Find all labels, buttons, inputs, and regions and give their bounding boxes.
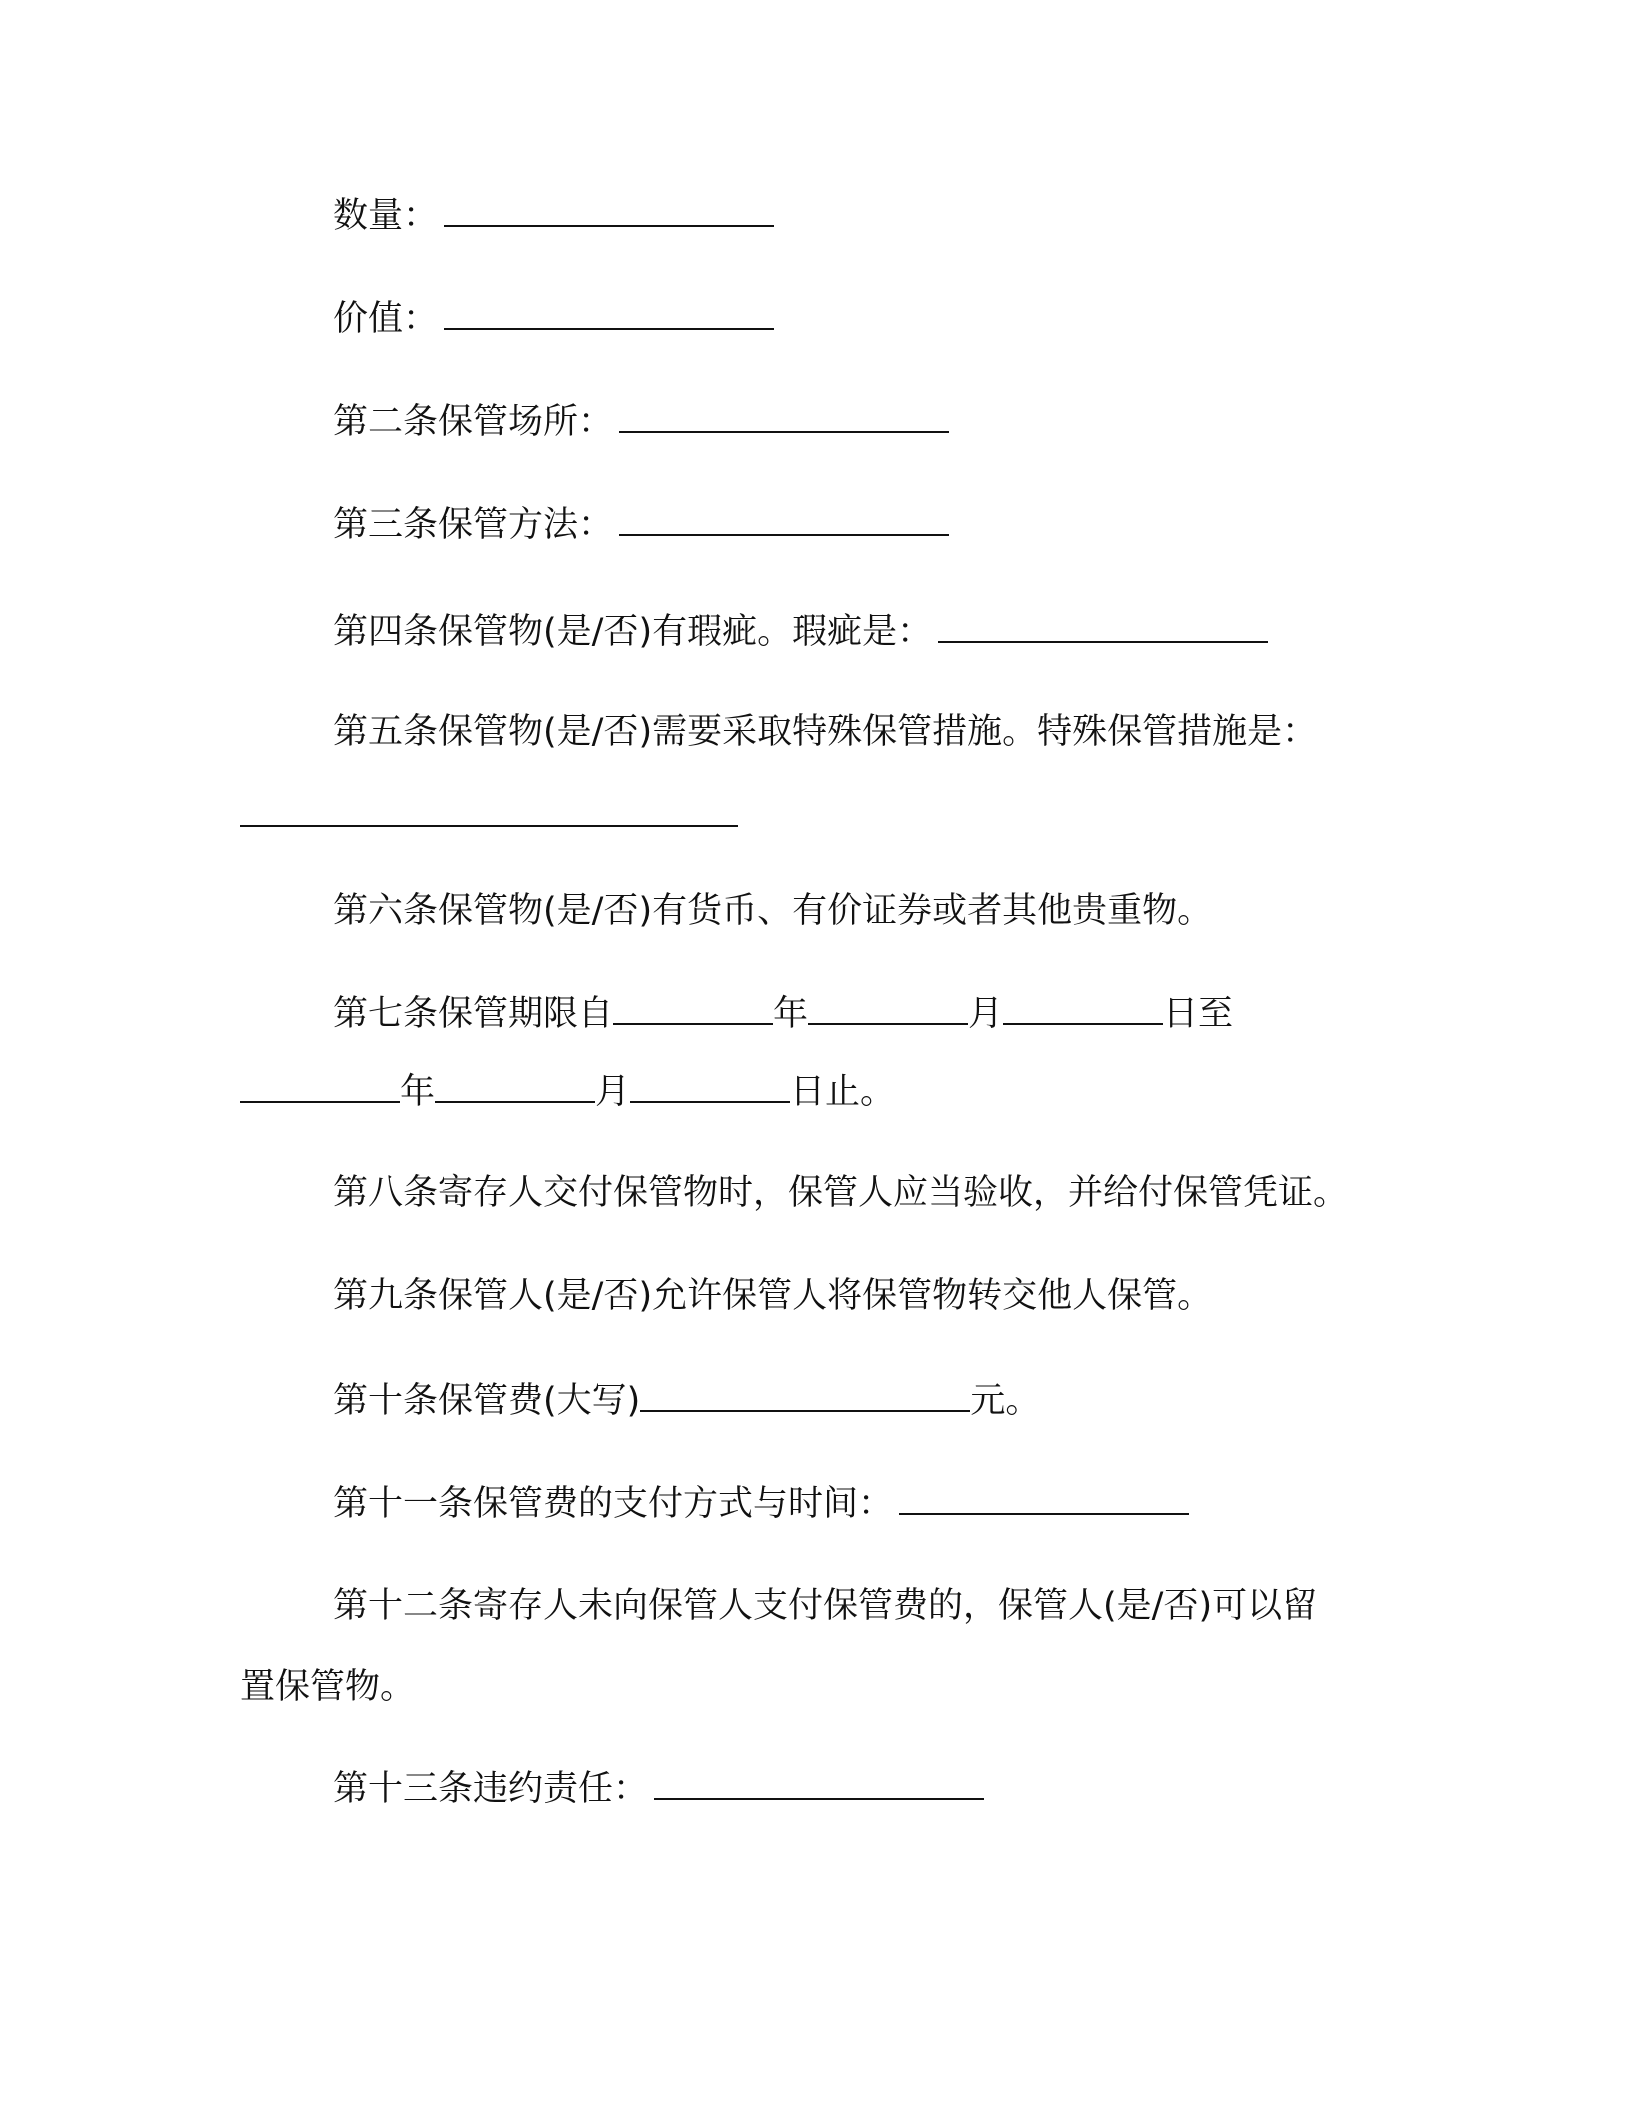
article-7-line [0,990,1632,1038]
end-day-label: 日止。 [790,1072,896,1112]
article-13-text: 第十三条违约责任： [333,1769,649,1809]
end-year-label: 年 [400,1072,436,1112]
value-label: 价值： [333,299,439,339]
article-3-line [0,501,1632,549]
end-month-blank[interactable] [435,1071,595,1103]
article-12-line [0,1582,1632,1630]
quantity-line [0,192,1632,240]
article-5-continuation [0,792,1632,840]
start-year-blank[interactable] [613,993,773,1025]
article-2-line [0,398,1632,446]
day-to-label: 日至 [1163,994,1234,1034]
article-12-text: 第十二条寄存人未向保管人支付保管费的，保管人(是/否)可以留 [333,1586,1318,1626]
article-7-continuation [0,1068,1632,1116]
article-10-text: 第十条保管费(大写) [333,1381,641,1421]
article-13-line [0,1765,1632,1813]
article-11-text: 第十一条保管费的支付方式与时间： [333,1484,894,1524]
storage-place-blank[interactable] [619,401,949,433]
article-8-text: 第八条寄存人交付保管物时，保管人应当验收，并给付保管凭证。 [333,1173,1349,1213]
article-12-continuation [0,1663,1632,1711]
value-blank[interactable] [444,298,774,330]
fee-amount-blank[interactable] [640,1380,970,1412]
month-label: 月 [968,994,1004,1034]
article-5-text: 第五条保管物(是/否)需要采取特殊保管措施。特殊保管措施是： [333,712,1318,752]
article-7-text: 第七条保管期限自 [333,994,614,1034]
article-4-line [0,608,1632,656]
value-line [0,295,1632,343]
article-4-text: 第四条保管物(是/否)有瑕疵。瑕疵是： [333,612,933,652]
liability-blank[interactable] [654,1768,984,1800]
yuan-label: 元。 [970,1381,1041,1421]
article-5-line [0,708,1632,756]
quantity-blank[interactable] [444,195,774,227]
quantity-label: 数量： [333,196,439,236]
article-9-line [0,1272,1632,1320]
article-6-line [0,887,1632,935]
end-month-label: 月 [595,1072,631,1112]
special-measures-blank[interactable] [240,795,738,827]
defect-blank[interactable] [938,611,1268,643]
article-12-text-cont: 置保管物。 [240,1667,416,1707]
storage-method-blank[interactable] [619,504,949,536]
start-day-blank[interactable] [1003,993,1163,1025]
article-6-text: 第六条保管物(是/否)有货币、有价证券或者其他贵重物。 [333,891,1213,931]
end-year-blank[interactable] [240,1071,400,1103]
article-3-text: 第三条保管方法： [333,505,614,545]
year-label: 年 [773,994,809,1034]
article-11-line [0,1480,1632,1528]
start-month-blank[interactable] [808,993,968,1025]
article-9-text: 第九条保管人(是/否)允许保管人将保管物转交他人保管。 [333,1276,1213,1316]
article-10-line [0,1377,1632,1425]
article-8-line [0,1169,1632,1217]
payment-method-blank[interactable] [899,1483,1189,1515]
article-2-text: 第二条保管场所： [333,402,614,442]
end-day-blank[interactable] [630,1071,790,1103]
